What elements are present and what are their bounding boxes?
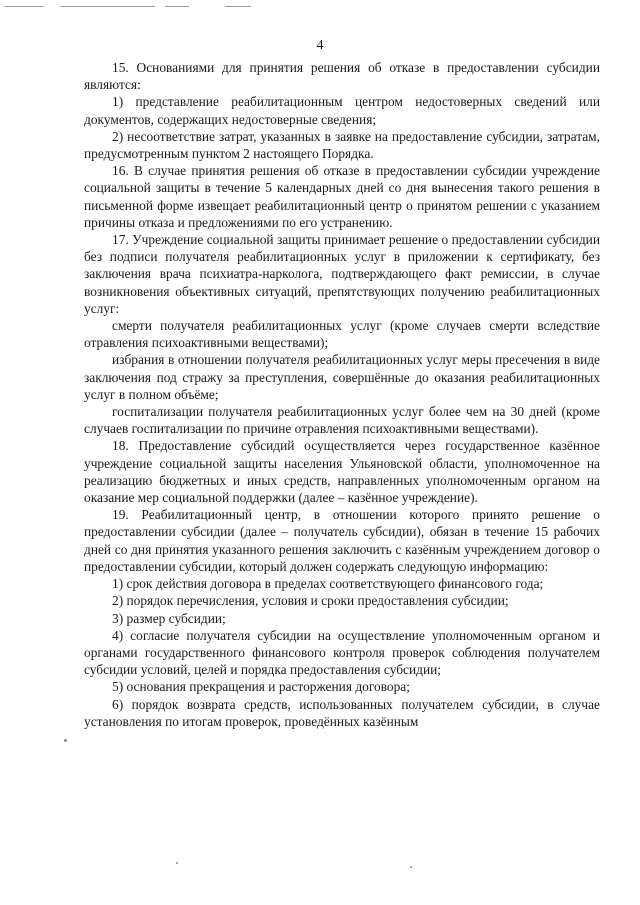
scan-mark xyxy=(4,6,44,7)
scan-mark xyxy=(60,6,155,7)
scan-mark xyxy=(165,6,189,7)
paragraph: избрания в отношении получателя реабилитационных услуг меры пресечения в виде заключения под стражу за преступления, совершённые до оказания реабилитационных услуг в полном объёме; xyxy=(84,352,600,402)
paragraph: 5) основания прекращения и расторжения договора; xyxy=(112,679,410,695)
paragraph: 16. В случае принятия решения об отказе в предоставлении субсидии учреждение социальной защиты в течение 5 календарных дней со дня вынесения такого решения в письменной форме извещает реабилитационный центр о принятом решении с указанием причины отказа и предложениями по его устранению. xyxy=(84,163,600,230)
paragraph: 18. Предоставление субсидий осуществляется через государственное казённое учреждение социальной защиты населения Ульяновской области, уполномоченное на реализацию бюджетных и иных средств, направленных уполномоченным органом на оказание мер социальной поддержки (далее – казённое учреждение). xyxy=(84,438,600,506)
paragraph: 4) согласие получателя субсидии на осуществление уполномоченным органом и органами государственного финансового контроля проверок соблюдения получателем субсидии условий, целей и порядка предоставления субсидии; xyxy=(84,627,600,678)
paragraph: 2) несоответствие затрат, указанных в заявке на предоставление субсидии, затратам, предусмотренным пунктом 2 настоящего Порядка. xyxy=(84,128,600,162)
paragraph: госпитализации получателя реабилитационных услуг более чем на 30 дней (кроме случаев госпитализации по причине отравления психоактивными веществами). xyxy=(84,404,600,437)
document-body xyxy=(84,59,600,730)
paragraph: 6) порядок возврата средств, использованных получателем субсидии, в случае установления по итогам проверок, проведённых казённым xyxy=(84,696,600,729)
paragraph: 1) представление реабилитационным центром недостоверных сведений или документов, содержащих недостоверные сведения; xyxy=(84,94,600,127)
paragraph: 15. Основаниями для принятия решения об отказе в предоставлении субсидии являются: xyxy=(84,60,600,93)
paragraph: 17. Учреждение социальной защиты принимает решение о предоставлении субсидии без подписи получателя реабилитационных услуг в приложении к сертификату, без заключения врача психиатра-нарколога, подтверждающего факт ремиссии, в случае возникновения объективных ситуаций, препятствующих получению реабилитационных услуг: xyxy=(84,232,600,316)
scan-speck xyxy=(410,866,412,868)
scan-mark xyxy=(225,6,251,7)
paragraph: 3) размер субсидии; xyxy=(112,610,226,626)
paragraph: 1) срок действия договора в пределах соответствующего финансового года; xyxy=(112,576,544,592)
scan-speck xyxy=(64,739,67,742)
page-number: 4 xyxy=(316,38,324,53)
paragraph: смерти получателя реабилитационных услуг (кроме случаев смерти вследствие отравления психоактивными веществами); xyxy=(84,318,600,351)
scan-speck xyxy=(176,862,178,864)
paragraph: 2) порядок перечисления, условия и сроки предоставления субсидии; xyxy=(112,593,509,609)
paragraph: 19. Реабилитационный центр, в отношении которого принято решение о предоставлении субсидии (далее – получатель субсидии), обязан в течение 15 рабочих дней со дня принятия указанного решения заключить с казённым учреждением договор о предоставлении субсидии, который должен содержать следующую информацию: xyxy=(84,507,600,574)
